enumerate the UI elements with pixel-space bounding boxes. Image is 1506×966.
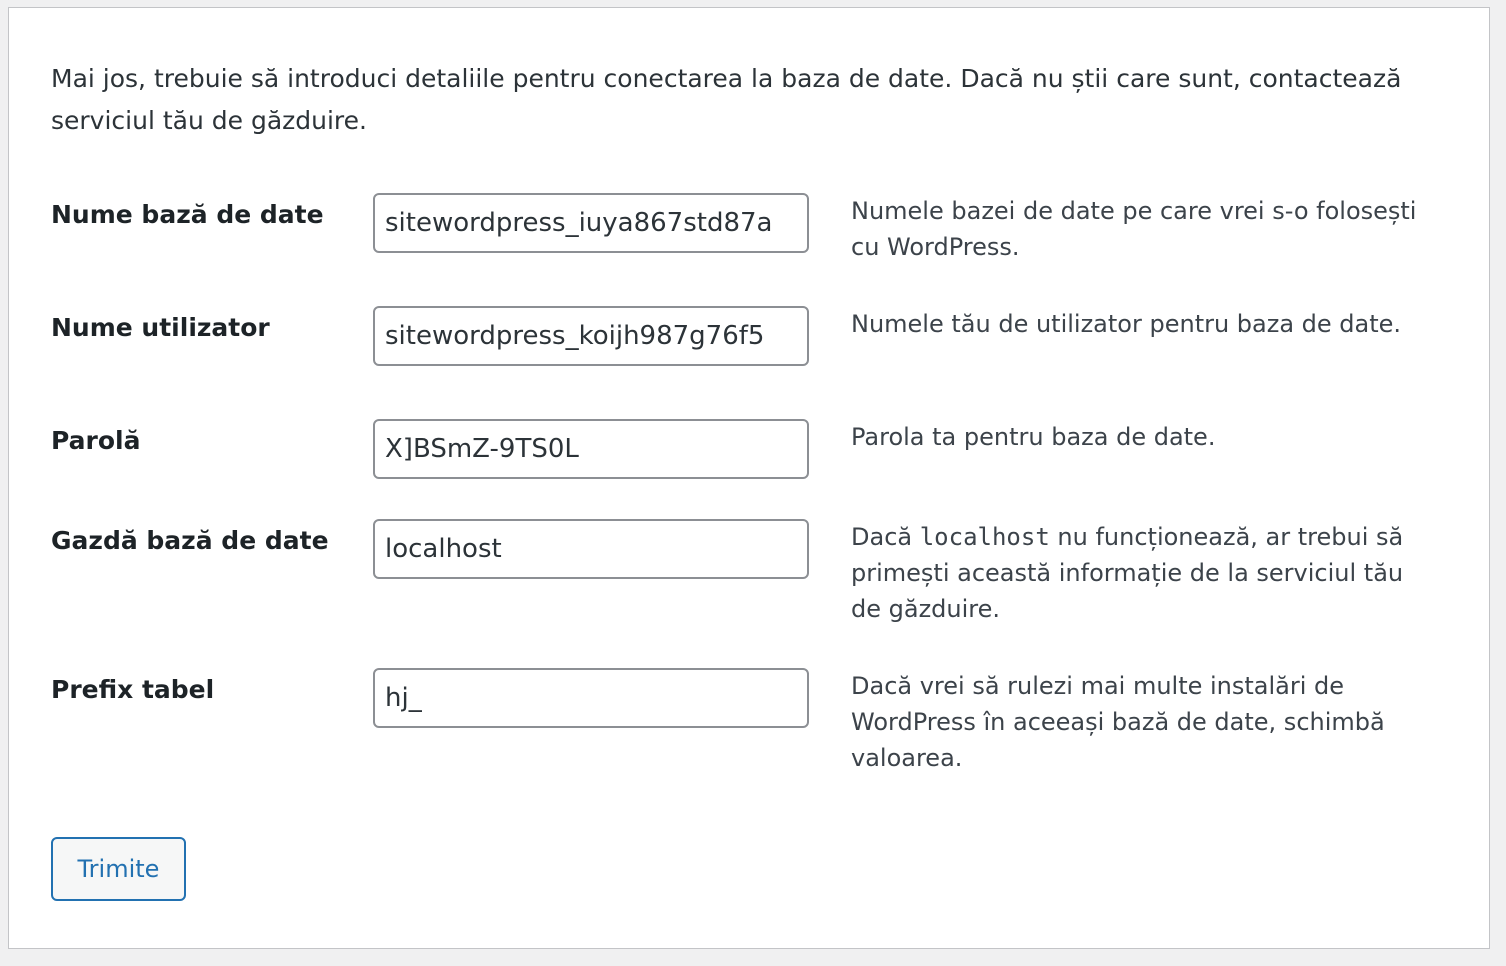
db-host-label: Gazdă bază de date <box>51 526 329 555</box>
db-host-description-after: nu funcționează, ar trebui să primești această informație de la serviciul tău de găzduire. <box>851 523 1404 623</box>
db-host-description-code: localhost <box>919 523 1050 551</box>
table-prefix-input[interactable] <box>373 668 809 728</box>
db-name-input[interactable] <box>373 193 809 253</box>
submit-button[interactable]: Trimite <box>51 837 186 901</box>
setup-config-panel <box>8 7 1490 949</box>
db-user-input[interactable] <box>373 306 809 366</box>
db-password-description: Parola ta pentru baza de date. <box>851 423 1216 451</box>
db-host-description-before: Dacă <box>851 523 913 551</box>
db-host-input[interactable] <box>373 519 809 579</box>
db-user-label: Nume utilizator <box>51 313 270 342</box>
db-password-label: Parolă <box>51 426 141 455</box>
table-prefix-description: Dacă vrei să rulezi mai multe instalări de WordPress în aceeași bază de date, schimbă valoarea. <box>851 672 1385 772</box>
table-prefix-label: Prefix tabel <box>51 675 215 704</box>
db-password-input[interactable] <box>373 419 809 479</box>
db-host-description <box>851 519 1421 627</box>
db-user-description: Numele tău de utilizator pentru baza de date. <box>851 310 1402 338</box>
db-name-label: Nume bază de date <box>51 200 324 229</box>
intro-text: Mai jos, trebuie să introduci detaliile pentru conectarea la baza de date. Dacă nu știi care sunt, contactează serviciul tău de găzduire. <box>51 64 1402 135</box>
db-name-description: Numele bazei de date pe care vrei s-o folosești cu WordPress. <box>851 197 1417 261</box>
